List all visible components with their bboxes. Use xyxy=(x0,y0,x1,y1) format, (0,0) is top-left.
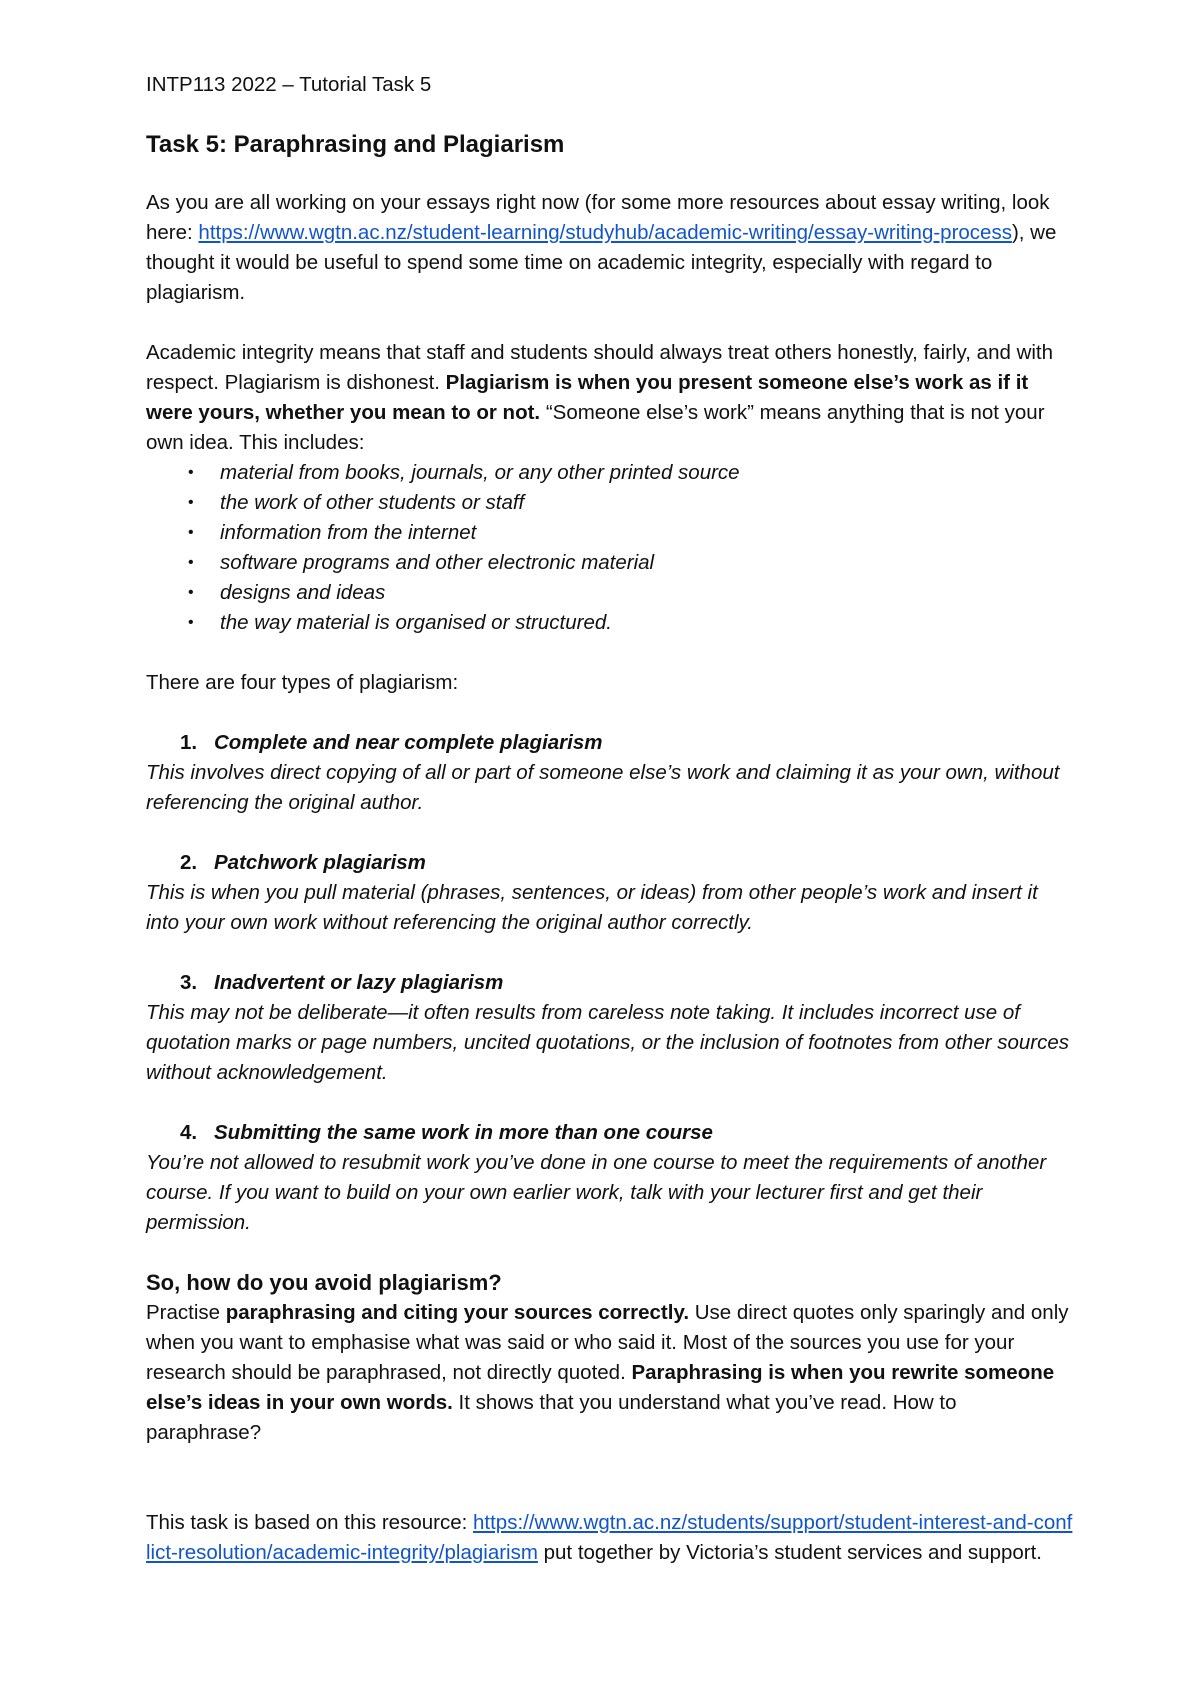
paraphrasing-definition: Paraphrasing is when you rewrite someone else’s ideas in your own words. xyxy=(146,1361,1055,1414)
plagiarism-type-3 xyxy=(146,968,1076,1088)
integrity-text-1: Academic integrity means that staff and students should always treat others honestly, fairly, and with respect. Plagiarism is dishonest. xyxy=(146,341,1054,394)
plagiarism-definition: Plagiarism is when you present someone else’s work as if it were yours, whether you mean to or not. xyxy=(146,371,1029,424)
source-paragraph: This task is based on this resource: https://www.wgtn.ac.nz/students/support/student-interest-and-conflict-resolution/academic-integrity/plagiarism put together by Victoria’s student services and support. xyxy=(146,1511,1073,1564)
type-description: You’re not allowed to resubmit work you’ve done in one course to meet the requirements of another course. If you want to build on your own earlier work, talk with your lecturer first and get their permission. xyxy=(146,1151,1047,1234)
intro-paragraph xyxy=(146,188,1076,308)
integrity-paragraph xyxy=(146,338,1076,458)
type-title: 3. Inadvertent or lazy plagiarism xyxy=(180,971,504,994)
intro-text-1: As you are all working on your essays right now (for some more resources about essay writing, look here: xyxy=(146,191,1050,244)
type-title: 2. Patchwork plagiarism xyxy=(180,851,426,874)
type-description: This involves direct copying of all or part of someone else’s work and claiming it as your own, without referencing the original author. xyxy=(146,761,1060,814)
essay-writing-link[interactable]: https://www.wgtn.ac.nz/student-learning/studyhub/academic-writing/essay-writing-process xyxy=(198,221,1012,244)
bullet-icon: • xyxy=(188,494,194,511)
avoid-heading: So, how do you avoid plagiarism? xyxy=(146,1270,502,1295)
includes-list xyxy=(146,458,1076,638)
list-item: • software programs and other electronic material xyxy=(146,548,1076,578)
plagiarism-type-4 xyxy=(146,1118,1076,1238)
plagiarism-type-2 xyxy=(146,848,1076,938)
task-title: Task 5: Paraphrasing and Plagiarism xyxy=(146,131,565,158)
type-description: This may not be deliberate—it often results from careless note taking. It includes incorrect use of quotation marks or page numbers, uncited quotations, or the inclusion of footnotes from other sources without acknowledgement. xyxy=(146,1001,1070,1084)
bullet-icon: • xyxy=(188,554,194,571)
type-title: 4. Submitting the same work in more than one course xyxy=(180,1121,713,1144)
bullet-icon: • xyxy=(188,524,194,541)
bullet-icon: • xyxy=(188,614,194,631)
intro-text-2: ), we thought it would be useful to spend some time on academic integrity, especially with regard to plagiarism. xyxy=(146,221,1057,304)
list-item: • designs and ideas xyxy=(146,578,1076,608)
types-intro: There are four types of plagiarism: xyxy=(146,671,459,694)
plagiarism-resource-link[interactable]: https://www.wgtn.ac.nz/students/support/student-interest-and-conflict-resolution/academic-integrity/plagiarism xyxy=(146,1511,1073,1564)
list-item: • information from the internet xyxy=(146,518,1076,548)
list-item: • the work of other students or staff xyxy=(146,488,1076,518)
list-item: • material from books, journals, or any other printed source xyxy=(146,458,1076,488)
page-header: INTP113 2022 – Tutorial Task 5 xyxy=(146,73,432,96)
type-title: 1. Complete and near complete plagiarism xyxy=(180,731,603,754)
plagiarism-type-1 xyxy=(146,728,1076,818)
avoid-paragraph: Practise paraphrasing and citing your sources correctly. Use direct quotes only sparingly and only when you want to emphasise what was said or who said it. Most of the sources you use for your research should be paraphrased, not directly quoted. Paraphrasing is when you rewrite someone else’s ideas in your own words. It shows that you understand what you’ve read. How to paraphrase? xyxy=(146,1301,1069,1444)
integrity-text-2: “Someone else’s work” means anything that is not your own idea. This includes: xyxy=(146,401,1045,454)
document-page xyxy=(146,70,1076,1568)
bullet-icon: • xyxy=(188,464,194,481)
type-description: This is when you pull material (phrases, sentences, or ideas) from other people’s work and insert it into your own work without referencing the original author correctly. xyxy=(146,881,1038,934)
list-item: • the way material is organised or structured. xyxy=(146,608,1076,638)
bullet-icon: • xyxy=(188,584,194,601)
avoid-bold-1: paraphrasing and citing your sources correctly. xyxy=(225,1301,690,1324)
